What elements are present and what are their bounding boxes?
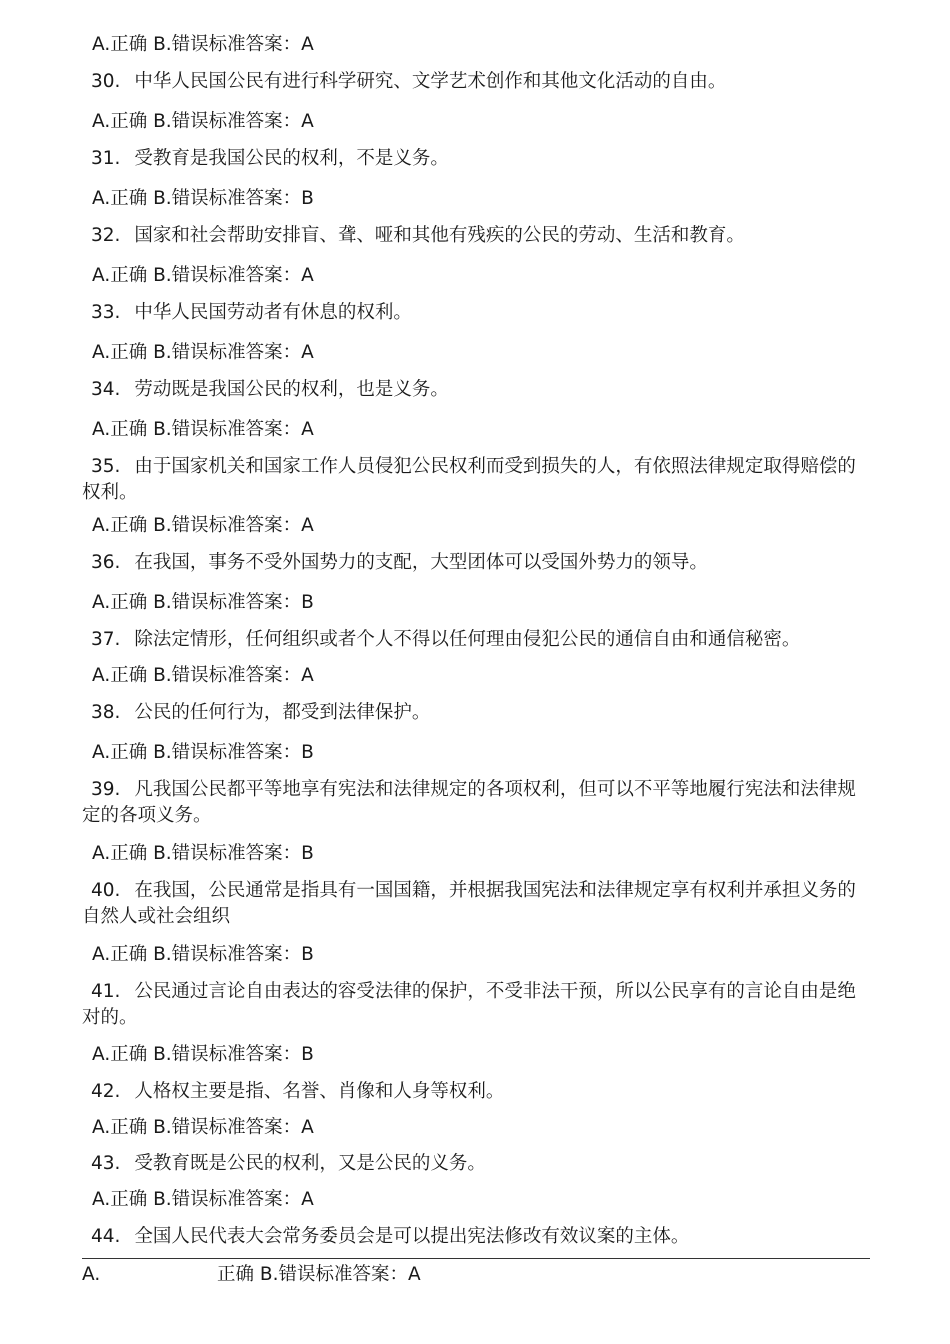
question-31 bbox=[82, 146, 882, 172]
question-number: 38. bbox=[91, 702, 121, 723]
question-text: 中华人民国公民有进行科学研究、文学艺术创作和其他文化活动的自由。 bbox=[134, 71, 727, 92]
question-number: 34. bbox=[91, 379, 121, 400]
question-text: 在我国，公民通常是指具有一国国籍，并根据我国宪法和法律规定享有权利并承担义务的自然人或社会组织 bbox=[82, 880, 856, 927]
question-text: 凡我国公民都平等地享有宪法和法律规定的各项权利，但可以不平等地履行宪法和法律规定的各项义务。 bbox=[82, 779, 856, 826]
question-number: 40. bbox=[91, 880, 121, 901]
answer-line: A.正确 B.错误标准答案：A bbox=[92, 265, 314, 286]
answer-line: A.正确 B.错误标准答案：B bbox=[92, 592, 314, 613]
answer-line: 正确 B.错误标准答案：A bbox=[217, 1264, 421, 1285]
question-text: 国家和社会帮助安排盲、聋、哑和其他有残疾的公民的劳动、生活和教育。 bbox=[134, 225, 745, 246]
answer-line: A.正确 B.错误标准答案：A bbox=[92, 1189, 314, 1210]
question-number: 31. bbox=[91, 148, 121, 169]
answer-option-letter: A. bbox=[82, 1264, 101, 1285]
question-33 bbox=[82, 300, 882, 326]
question-number: 42. bbox=[91, 1081, 121, 1102]
question-38 bbox=[82, 700, 882, 726]
divider-line bbox=[82, 1258, 870, 1259]
question-number: 33. bbox=[91, 302, 121, 323]
question-number: 44. bbox=[91, 1226, 121, 1247]
answer-line: A.正确 B.错误标准答案：A bbox=[92, 34, 314, 55]
question-30 bbox=[82, 69, 882, 95]
answer-line: A.正确 B.错误标准答案：B bbox=[92, 742, 314, 763]
question-text: 受教育是我国公民的权利，不是义务。 bbox=[134, 148, 449, 169]
answer-line: A.正确 B.错误标准答案：B bbox=[92, 1044, 314, 1065]
question-text: 除法定情形，任何组织或者个人不得以任何理由侵犯公民的通信自由和通信秘密。 bbox=[134, 629, 801, 650]
answer-line: A.正确 B.错误标准答案：A bbox=[92, 111, 314, 132]
question-number: 43. bbox=[91, 1153, 121, 1174]
question-number: 36. bbox=[91, 552, 121, 573]
question-text: 在我国，事务不受外国势力的支配，大型团体可以受国外势力的领导。 bbox=[134, 552, 708, 573]
question-text: 人格权主要是指、名誉、肖像和人身等权利。 bbox=[134, 1081, 505, 1102]
question-text: 公民的任何行为，都受到法律保护。 bbox=[134, 702, 431, 723]
question-text: 中华人民国劳动者有休息的权利。 bbox=[134, 302, 412, 323]
question-42 bbox=[82, 1079, 882, 1105]
question-35 bbox=[82, 454, 872, 506]
question-36 bbox=[82, 550, 882, 576]
question-32 bbox=[82, 223, 882, 249]
question-text: 公民通过言论自由表达的容受法律的保护，不受非法干预，所以公民享有的言论自由是绝对的。 bbox=[82, 981, 856, 1028]
answer-line: A.正确 B.错误标准答案：B bbox=[92, 843, 314, 864]
answer-line: A.正确 B.错误标准答案：A bbox=[92, 665, 314, 686]
question-37 bbox=[82, 627, 882, 653]
answer-line: A.正确 B.错误标准答案：A bbox=[92, 515, 314, 536]
question-number: 37. bbox=[91, 629, 121, 650]
answer-line: A.正确 B.错误标准答案：B bbox=[92, 188, 314, 209]
question-text: 劳动既是我国公民的权利，也是义务。 bbox=[134, 379, 449, 400]
question-39 bbox=[82, 777, 872, 829]
question-number: 30. bbox=[91, 71, 121, 92]
question-number: 41. bbox=[91, 981, 121, 1002]
answer-line: A.正确 B.错误标准答案：A bbox=[92, 1117, 314, 1138]
question-number: 32. bbox=[91, 225, 121, 246]
answer-line: A.正确 B.错误标准答案：A bbox=[92, 419, 314, 440]
question-41 bbox=[82, 979, 872, 1031]
question-number: 39. bbox=[91, 779, 121, 800]
question-40 bbox=[82, 878, 872, 930]
question-text: 由于国家机关和国家工作人员侵犯公民权利而受到损失的人，有依照法律规定取得赔偿的权利。 bbox=[82, 456, 856, 503]
question-text: 全国人民代表大会常务委员会是可以提出宪法修改有效议案的主体。 bbox=[134, 1226, 690, 1247]
question-43 bbox=[82, 1151, 882, 1177]
question-number: 35. bbox=[91, 456, 121, 477]
question-44 bbox=[82, 1224, 882, 1250]
question-34 bbox=[82, 377, 882, 403]
answer-line: A.正确 B.错误标准答案：A bbox=[92, 342, 314, 363]
question-text: 受教育既是公民的权利，又是公民的义务。 bbox=[134, 1153, 486, 1174]
answer-line: A.正确 B.错误标准答案：B bbox=[92, 944, 314, 965]
